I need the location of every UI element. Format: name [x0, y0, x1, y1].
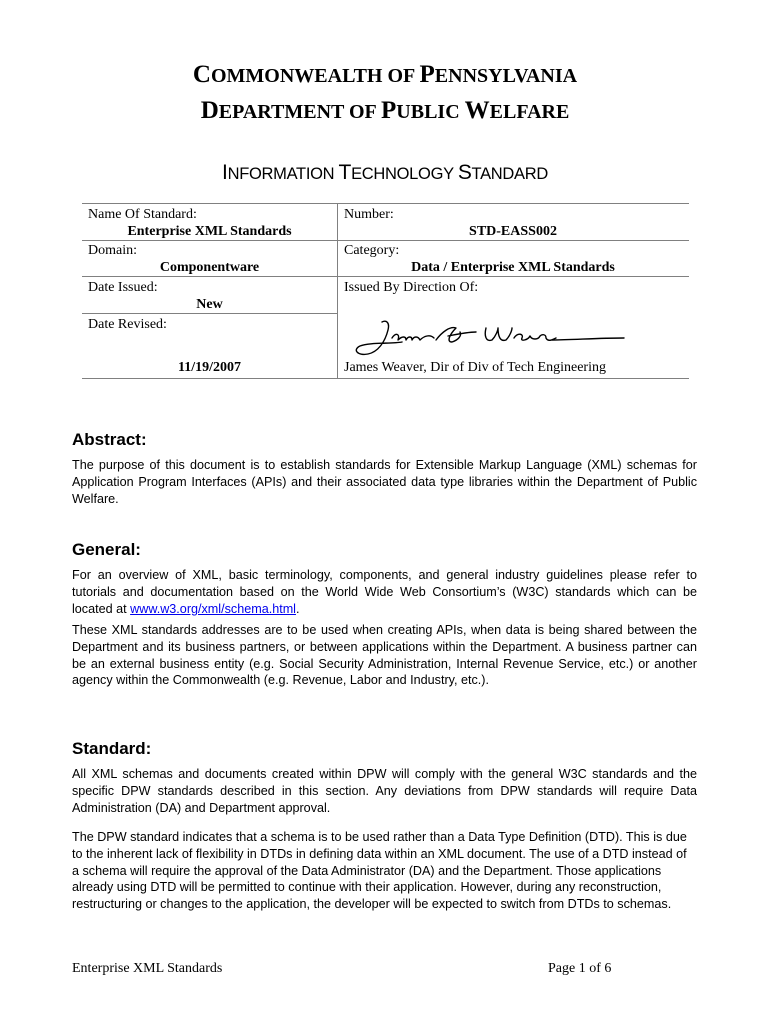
- date-issued-label: Date Issued:: [88, 280, 158, 295]
- table-rule: [82, 378, 689, 379]
- abstract-heading: Abstract:: [72, 430, 147, 449]
- w3c-schema-link[interactable]: www.w3.org/xml/schema.html: [130, 601, 296, 616]
- date-revised-label: Date Revised:: [88, 317, 167, 332]
- date-issued-value: New: [196, 297, 223, 312]
- category-value: Data / Enterprise XML Standards: [411, 260, 615, 275]
- domain-label: Domain:: [88, 243, 137, 258]
- document-subtitle: INFORMATION TECHNOLOGY STANDARD: [222, 161, 548, 184]
- standard-paragraph-1: All XML schemas and documents created within DPW will comply with the general W3C standards and the specific DPW standards described in this section. Any deviations from DPW standards will require Data Administration (DA) and Department approval.: [72, 767, 697, 815]
- signature-image: [352, 316, 632, 364]
- footer-page-number: Page 1 of 6: [548, 961, 612, 976]
- table-rule: [82, 203, 689, 204]
- date-revised-value: 11/19/2007: [177, 360, 241, 375]
- header-line-1: COMMONWEALTH OF PENNSYLVANIA: [192, 61, 578, 88]
- name-of-standard-value: Enterprise XML Standards: [127, 224, 292, 239]
- general-paragraph-2: These XML standards addresses are to be used when creating APIs, when data is being shared between the Department and its business partners, or between applications within the Department. A business partner can be an external business entity (e.g. Social Security Administration, Internal Revenue Service, etc.) or another agency within the Commonwealth (e.g. Revenue, Labor and Industry, etc.).: [72, 623, 697, 688]
- issued-by-direction-label: Issued By Direction Of:: [344, 280, 479, 295]
- standard-heading: Standard:: [72, 739, 152, 758]
- abstract-paragraph: The purpose of this document is to establish standards for Extensible Markup Language (XML) schemas for Application Program Interfaces (APIs) and their associated data type libraries within the Department of Public Welfare.: [72, 458, 697, 506]
- footer-document-title: Enterprise XML Standards: [72, 961, 223, 976]
- general-paragraph-1: For an overview of XML, basic terminology, components, and general industry guidelines please refer to tutorials and documentation based on the World Wide Web Consortium’s (W3C) standards which can be located at www.w3.org/xml/schema.html.: [72, 568, 697, 616]
- signer-name: James Weaver, Dir of Div of Tech Engineering: [344, 360, 606, 375]
- category-label: Category:: [344, 243, 400, 258]
- name-of-standard-label: Name Of Standard:: [88, 207, 197, 222]
- header-line-2: DEPARTMENT OF PUBLIC WELFARE: [200, 97, 570, 124]
- domain-value: Componentware: [159, 260, 260, 275]
- standard-paragraph-2: The DPW standard indicates that a schema is to be used rather than a Data Type Definition (DTD). This is due to the inherent lack of flexibility in DTDs in defining data within an XML document. The use of a DTD instead of a schema will require the approval of the Data Administrator (DA) and the Department. Those applications already using DTD will be permitted to continue with their application. However, during any reconstruction, restructuring or changes to the application, the developer will be expected to switch from DTDs to schemas.: [72, 830, 687, 912]
- number-value: STD-EASS002: [469, 224, 557, 239]
- general-heading: General:: [72, 540, 141, 559]
- number-label: Number:: [344, 207, 394, 222]
